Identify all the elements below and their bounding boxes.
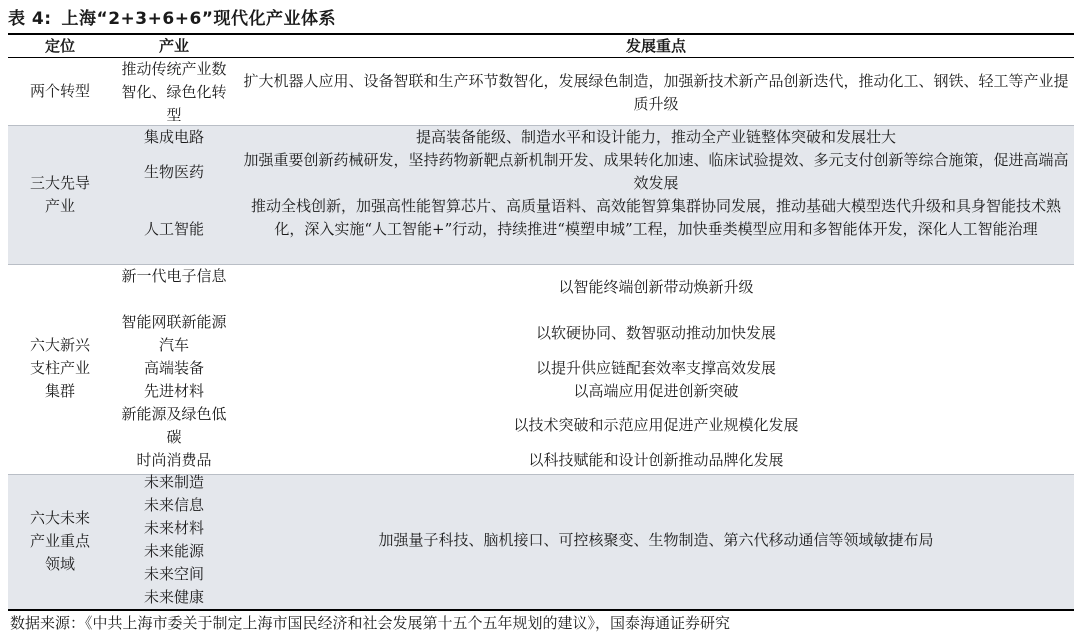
- industry-cell: 时尚消费品: [136, 451, 212, 469]
- industry-cell: 新一代电子信息: [121, 267, 227, 285]
- industry-cell: 未来制造: [143, 473, 204, 491]
- header-focus: 发展重点: [625, 37, 686, 55]
- source-note: 数据来源：《中共上海市委关于制定上海市国民经济和社会发展第十五个五年规划的建议》，国泰海通证券研究: [10, 614, 731, 632]
- focus-cell: 以科技赋能和设计创新推动品牌化发展: [528, 451, 784, 469]
- position-cell: 两个转型: [29, 82, 90, 100]
- industry-cell: 推动传统产业数智化、绿色化转型: [121, 60, 227, 124]
- bottom-rule: [8, 609, 1074, 611]
- focus-cell: 以智能终端创新带动焕新升级: [558, 278, 754, 296]
- focus-cell: 提高装备能级、制造水平和设计能力，推动全产业链整体突破和发展壮大: [415, 128, 896, 146]
- header-industry: 产业: [158, 37, 189, 55]
- industry-cell: 未来空间: [143, 565, 204, 583]
- table-number: 表 4:: [8, 9, 52, 29]
- focus-cell: 以软硬协同、数智驱动推动加快发展: [535, 324, 776, 342]
- focus-cell: 扩大机器人应用、设备智联和生产环节数智化，发展绿色制造，加强新技术新产品创新迭代，推动化工、钢铁、轻工等产业提质升级: [243, 72, 1069, 113]
- focus-cell: 加强量子科技、脑机接口、可控核聚变、生物制造、第六代移动通信等领域敏捷布局: [378, 531, 934, 549]
- industry-cell: 未来信息: [143, 496, 204, 514]
- industry-cell: 未来材料: [143, 519, 204, 537]
- industry-cell: 集成电路: [143, 128, 204, 146]
- position-cell: 六大未来产业重点领域: [30, 509, 91, 573]
- position-cell: 三大先导产业: [30, 174, 91, 215]
- industry-cell: 未来健康: [143, 588, 204, 606]
- header-position: 定位: [44, 37, 75, 55]
- industry-cell: 未来能源: [143, 542, 204, 560]
- focus-cell: 以提升供应链配套效率支撑高效发展: [535, 359, 776, 377]
- table-title-text: 上海“2+3+6+6”现代化产业体系: [61, 9, 336, 29]
- position-cell: 六大新兴支柱产业集群: [30, 336, 91, 400]
- focus-cell: 推动全栈创新，加强高性能智算芯片、高质量语料、高效能智算集群协同发展，推动基础大模型迭代升级和具身智能技术熟化，深入实施“人工智能+”行动，持续推进“模塑申城”工程，加快垂类模型应用和多智能体开发，深化人工智能治理: [250, 197, 1061, 238]
- table-title: [8, 4, 336, 29]
- industry-cell: 先进材料: [143, 382, 204, 400]
- industry-cell: 生物医药: [143, 163, 204, 181]
- industry-cell: 新能源及绿色低碳: [121, 405, 227, 446]
- industry-cell: 人工智能: [143, 220, 204, 238]
- industry-cell: 高端装备: [143, 359, 204, 377]
- focus-cell: 加强重要创新药械研发，坚持药物新靶点新机制开发、成果转化加速、临床试验提效、多元支付创新等综合施策，促进高端高效发展: [243, 151, 1069, 192]
- industry-cell: 智能网联新能源汽车: [121, 313, 227, 354]
- focus-cell: 以高端应用促进创新突破: [573, 382, 739, 400]
- focus-cell: 以技术突破和示范应用促进产业规模化发展: [513, 416, 799, 434]
